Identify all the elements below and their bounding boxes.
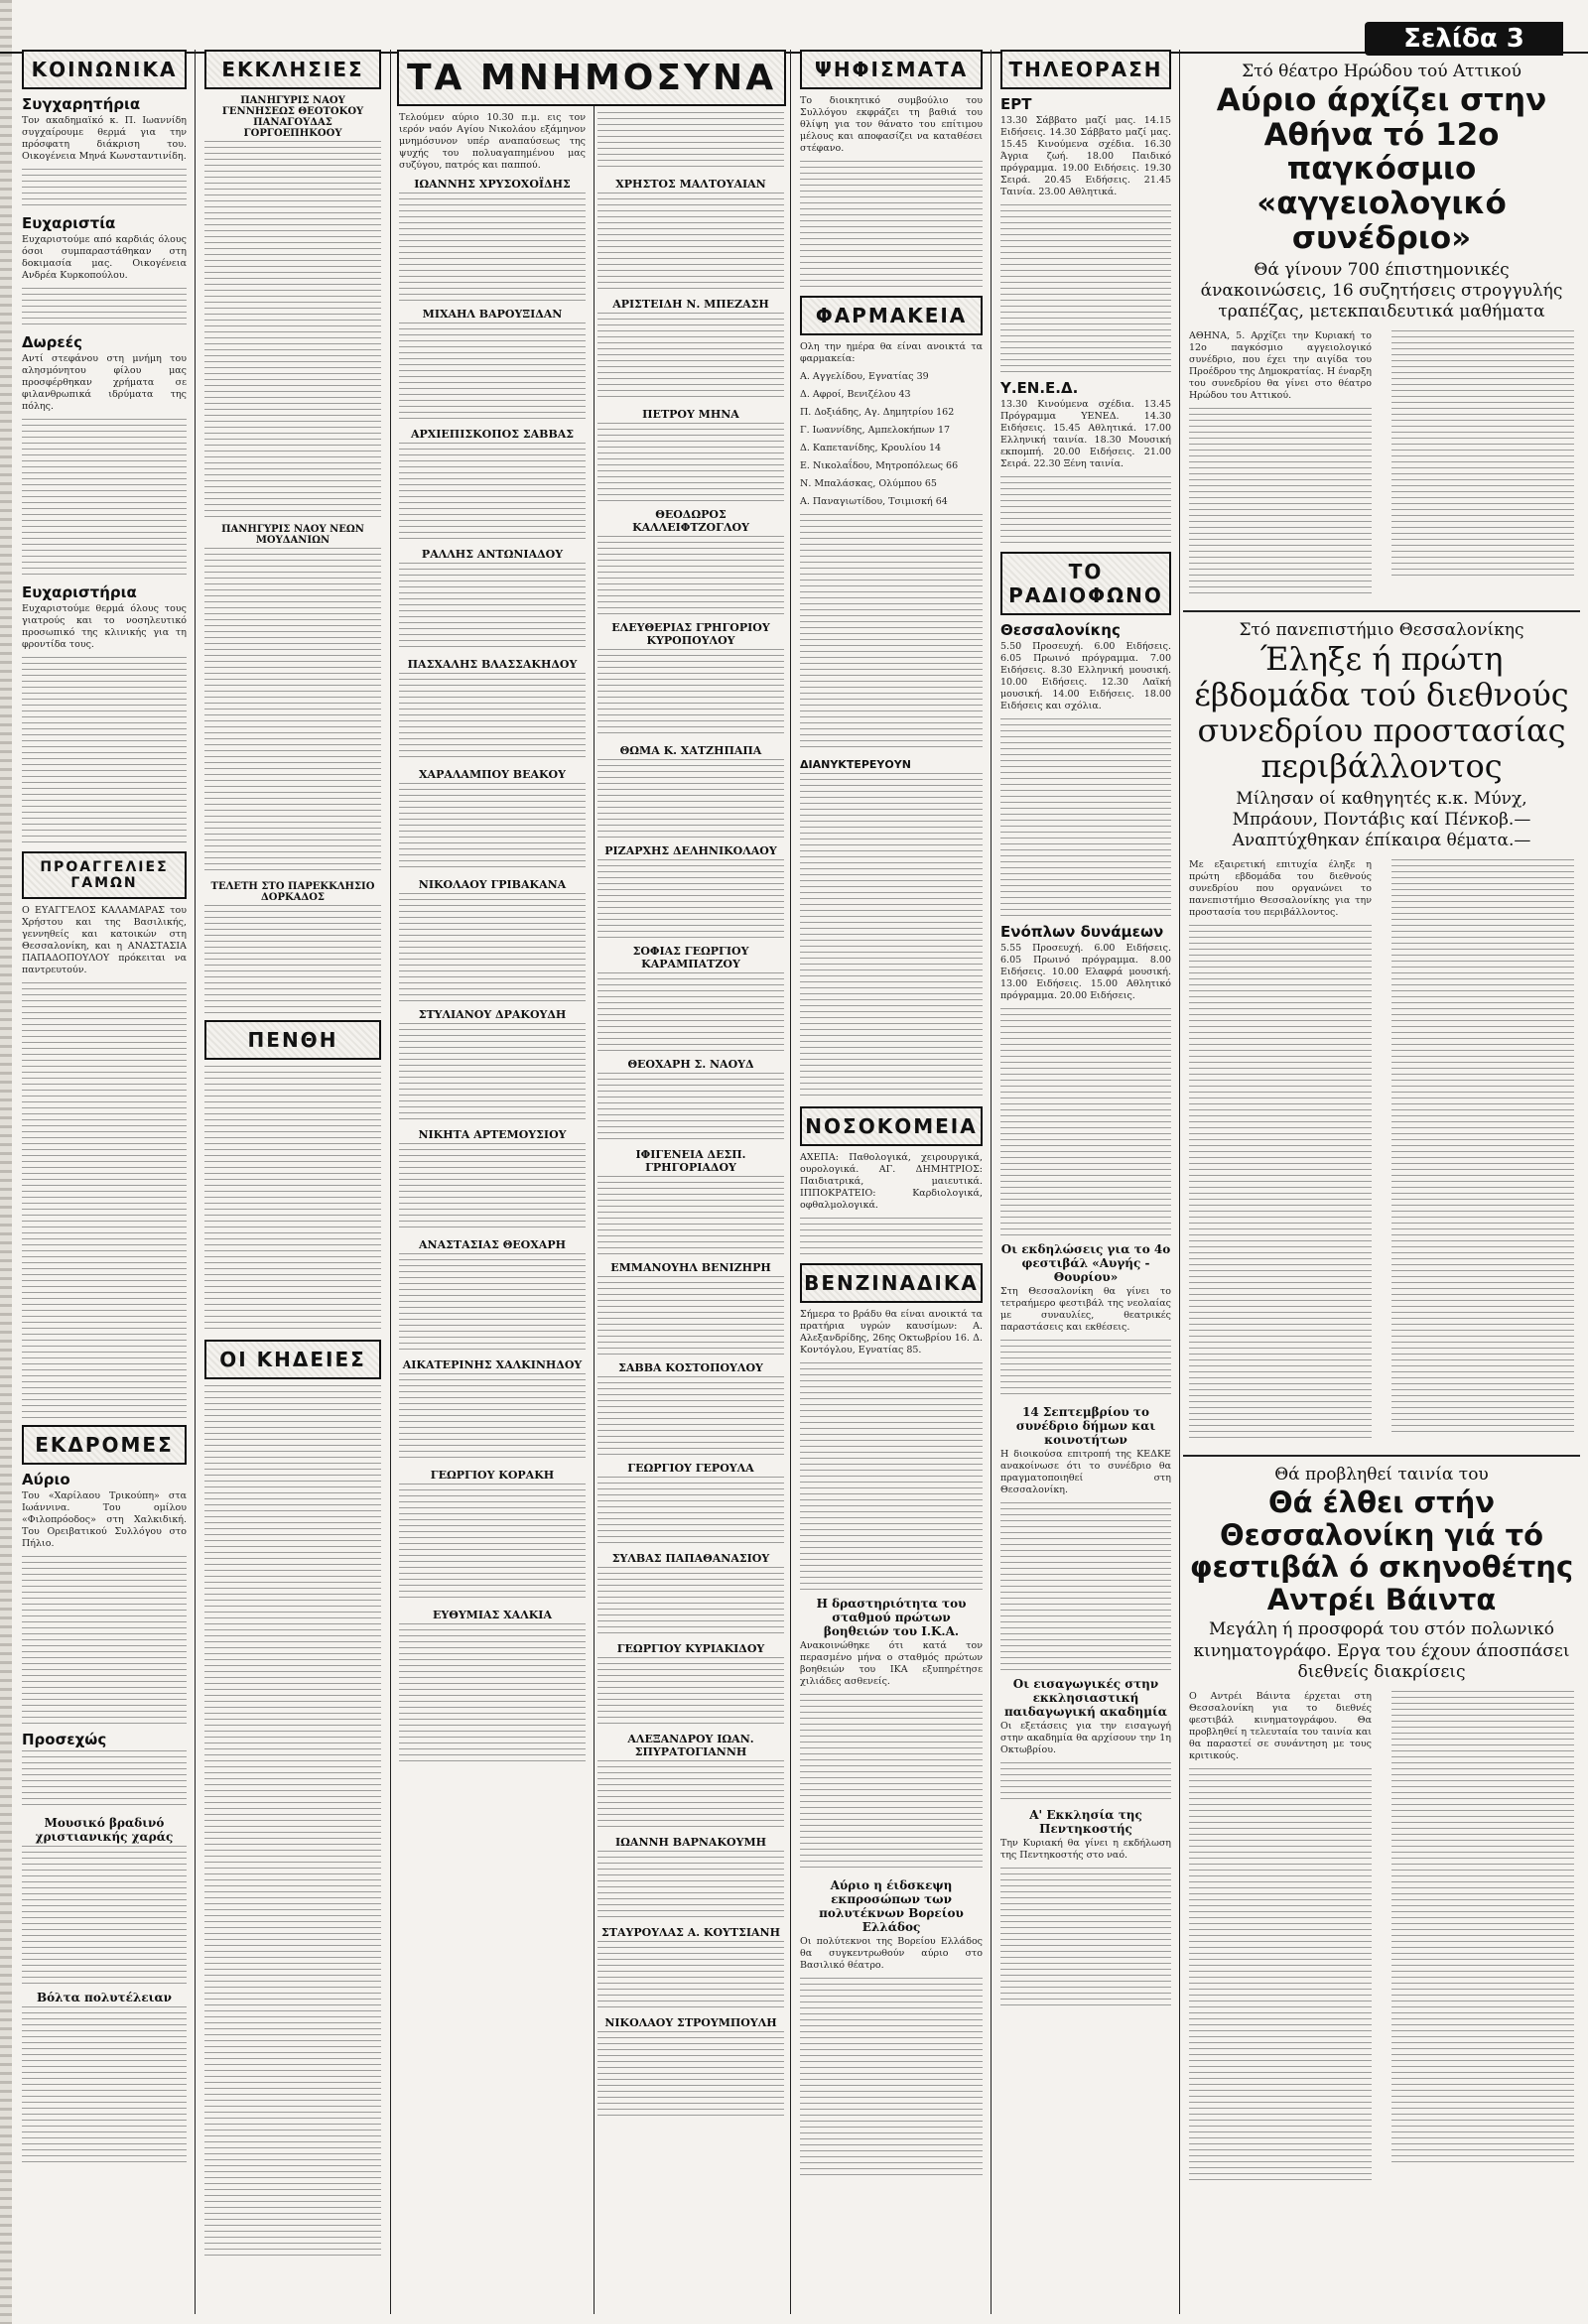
text-lines: [597, 1760, 784, 1830]
article-text: Η διοικούσα επιτροπή της ΚΕΔΚΕ ανακοίνωσε ότι το συνέδριο θα πραγματοποιηθεί στη Θεσσαλονίκη.: [1000, 1449, 1171, 1495]
text-lines: [597, 759, 784, 839]
obituary-name: ΠΕΤΡΟΥ ΜΗΝΑ: [642, 408, 739, 421]
article-text: ΑΧΕΠΑ: Παθολογικά, χειρουργικά, ουρολογικά. ΑΓ. ΔΗΜΗΤΡΙΟΣ: Παιδιατρικά, μαιευτικά. ΙΠΠΟΚΡΑΤΕΙΟ: Καρδιολογικά, οφθαλμολογικά.: [800, 1152, 983, 1211]
text-lines: [1391, 859, 1574, 1435]
text-lines: [204, 548, 381, 875]
text-lines: [22, 1846, 187, 1985]
text-lines: [399, 673, 586, 762]
obituary-name: ΓΕΩΡΓΙΟΥ ΓΕΡΟΥΛΑ: [627, 1462, 754, 1475]
text-lines: [399, 1484, 586, 1603]
obituary-name: ΙΦΙΓΕΝΕΙΑ ΔΕΣΠ. ΓΡΗΓΟΡΙΑΔΟΥ: [635, 1148, 746, 1174]
obituary-name: ΝΙΚΟΛΑΟΥ ΓΡΙΒΑΚΑΝΑ: [418, 878, 567, 891]
obituary-name: ΡΑΛΛΗΣ ΑΝΤΩΝΙΑΔΟΥ: [421, 548, 564, 561]
headline: Α' Εκκλησία της Πεντηκοστής: [1029, 1808, 1142, 1836]
article-text: Την Κυριακή θα γίνει η εκδήλωση της Πεντηκοστής στο ναό.: [1000, 1838, 1171, 1861]
text-lines: [800, 514, 983, 752]
story-deck: Θά γίνουν 700 έπιστημονικές άνακοινώσεις, 16 συζητήσεις στρογγυλής τραπέζας, μετεκπαιδευτικά μαθήματα: [1200, 259, 1563, 323]
article-text: ΑΘΗΝΑ, 5. Αρχίζει την Κυριακή το 12ο παγκόσμιο αγγειολογικό συνέδριο, που έχει την αιγίδα του Προέδρου της Δημοκρατίας. Η έναρξη του συνεδρίου θα γίνει στο θέατρο Ηρώδου του Αττικού.: [1189, 330, 1372, 402]
text-lines: [800, 1978, 983, 2176]
pharmacy-item: Α. Παναγιωτίδου, Τσιμισκή 64: [800, 496, 948, 507]
article-text: Τελούμεν αύριο 10.30 π.μ. εις τον ιερόν ναόν Αγίου Νικολάου εξάμηνον μνημόσυνον υπέρ αναπαύσεως της ψυχής του πολυαγαπημένου μας συζύγου, πατρός και παππού.: [399, 112, 586, 171]
obituary-name: ΑΡΧΙΕΠΙΣΚΟΠΟΣ ΣΑΒΒΑΣ: [410, 428, 575, 441]
text-lines: [597, 972, 784, 1052]
column-ekklisies: [198, 50, 387, 2314]
text-lines: [22, 982, 187, 1419]
text-lines: [204, 1385, 381, 2259]
column-tileorasi: [994, 50, 1177, 2314]
text-lines: [22, 1556, 187, 1725]
obituary-name: ΝΙΚΗΤΑ ΑΡΤΕΜΟΥΣΙΟΥ: [418, 1128, 567, 1141]
headline: Μουσικό βραδινό χριστιανικής χαράς: [35, 1816, 174, 1844]
obituary-name: ΑΙΚΑΤΕΡΙΝΗΣ ΧΑΛΚΙΝΗΔΟΥ: [402, 1358, 583, 1371]
story-kicker: Στό θέατρο Ηρώδου τού Αττικού: [1242, 62, 1522, 81]
text-lines: [597, 112, 784, 172]
section-header-excursions: ΕΚΔΡΟΜΕΣ: [22, 1425, 187, 1465]
text-lines: [597, 423, 784, 502]
text-lines: [22, 2006, 187, 2165]
text-lines: [399, 1373, 586, 1463]
obituary-name: ΣΥΛΒΑΣ ΠΑΠΑΘΑΝΑΣΙΟΥ: [611, 1552, 770, 1565]
text-lines: [399, 893, 586, 1002]
text-lines: [399, 1023, 586, 1122]
story-deck: Μίλησαν οί καθηγητές κ.κ. Μύνχ, Μπράουν, Ποντάβις καί Πένκοβ.— Αναπτύχθηκαν έπίκαιρα θέματα.—: [1232, 788, 1531, 851]
article-text: Του «Χαρίλαου Τρικούπη» στα Ιωάννινα. Του ομίλου «Φιλοπρόοδος» στη Χαλκιδική. Του Ορειβατικού Συλλόγου στο Πήλιο.: [22, 1490, 187, 1549]
text-lines: [1000, 718, 1171, 917]
headline: ΤΕΛΕΤΗ ΣΤΟ ΠΑΡΕΚΚΛΗΣΙΟ ΔΟΡΚΑΔΟΣ: [210, 881, 375, 903]
text-lines: [399, 1253, 586, 1353]
subhead: Δωρεές: [22, 333, 82, 351]
text-lines: [1000, 204, 1171, 373]
text-lines: [399, 443, 586, 542]
column-psifismata: [794, 50, 989, 2314]
article-text: Ανακοινώθηκε ότι κατά τον περασμένο μήνα ο σταθμός πρώτων βοηθειών του ΙΚΑ εξυπηρέτησε χιλιάδες ασθενείς.: [800, 1640, 983, 1687]
article-text: Οι εξετάσεις για την εισαγωγή στην ακαδημία θα αρχίσουν την 1η Οκτωβρίου.: [1000, 1721, 1171, 1755]
subhead: Ενόπλων δυνάμεων: [1000, 923, 1164, 941]
subhead: Ευχαριστία: [22, 214, 116, 232]
headline: 14 Σεπτεμβρίου το συνέδριο δήμων και κοινοτήτων: [1015, 1405, 1156, 1447]
article-text: Αντί στεφάνου στη μνήμη του αλησμόνητου φίλου μας προσφέρθηκαν χρήματα σε φιλανθρωπικά ιδρύματα της πόλης.: [22, 353, 187, 412]
subhead: Αύριο: [22, 1471, 70, 1488]
story-headline: Θά έλθει στήν Θεσσαλονίκη γιά τό φεστιβάλ ό σκηνοθέτης Αντρέι Βάιντα: [1189, 1485, 1574, 1616]
text-lines: [399, 1143, 586, 1232]
obituary-name: ΣΟΦΙΑΣ ΓΕΩΡΓΙΟΥ ΚΑΡΑΜΠΑΤΖΟΥ: [632, 945, 749, 970]
article-text: Ο ΕΥΑΓΓΕΛΟΣ ΚΑΛΑΜΑΡΑΣ του Χρήστου και της Βασιλικής, γεννηθείς και κατοικών στη Θεσσαλονίκη, και η ΑΝΑΣΤΑΣΙΑ ΠΑΠΑΔΟΠΟΥΛΟΥ πρόκειται να παντρευτούν.: [22, 905, 187, 975]
headline: Οι εκδηλώσεις για το 4ο φεστιβάλ «Αυγής - Θουρίου»: [1000, 1242, 1171, 1284]
story-headline: Αύριο άρχίζει στην Αθήνα τό 12ο παγκόσμιο «αγγειολογικό συνέδριο»: [1216, 82, 1547, 256]
text-lines: [800, 1362, 983, 1591]
headline: Βόλτα πολυτέλειαν: [36, 1991, 173, 2004]
section-header-koinonika: ΚΟΙΝΩΝΙΚΑ: [22, 50, 187, 89]
text-lines: [597, 1851, 784, 1920]
article-text: Ευχαριστούμε από καρδιάς όλους όσοι συμπαραστάθηκαν στη δοκιμασία μας. Οικογένεια Ανδρέα Κυρκοπούλου.: [22, 234, 187, 281]
pharmacy-item: Δ. Καπετανίδης, Κρουλίου 14: [800, 443, 942, 453]
article-text: Σήμερα το βράδυ θα είναι ανοικτά τα πρατήρια υγρών καυσίμων: Α. Αλεξανδρίδης, 26ης Οκτωβρίου 16. Δ. Κοντόγλου, Εγνατίας 85.: [800, 1309, 983, 1356]
pharmacy-item: Δ. Αφροί, Βενιζέλου 43: [800, 389, 911, 400]
text-lines: [22, 657, 187, 845]
text-lines: [22, 288, 187, 327]
text-lines: [800, 773, 983, 1100]
obituary-name: ΠΑΣΧΑΛΗΣ ΒΛΑΣΣΑΚΗΔΟΥ: [407, 658, 578, 671]
column-rule: [1179, 50, 1180, 2314]
text-lines: [399, 563, 586, 652]
obituary-name: ΘΕΟΔΩΡΟΣ ΚΑΛΛΕΙΦΤΖΟΓΛΟΥ: [632, 508, 749, 534]
story-col: [1183, 859, 1378, 1447]
text-lines: [1000, 1008, 1171, 1236]
text-lines: [22, 1750, 187, 1810]
text-lines: [597, 536, 784, 615]
obituary-name: ΓΕΩΡΓΙΟΥ ΚΥΡΙΑΚΙΔΟΥ: [616, 1642, 765, 1655]
column-news: [1183, 58, 1580, 2314]
text-lines: [597, 859, 784, 939]
article-text: Στη Θεσσαλονίκη θα γίνει το τετραήμερο φεστιβάλ της νεολαίας με συναυλίες, θεατρικές παραστάσεις και εκθέσεις.: [1000, 1286, 1171, 1333]
obituary-name: ΕΛΕΥΘΕΡΙΑΣ ΓΡΗΓΟΡΙΟΥ ΚΥΡΟΠΟΥΛΟΥ: [611, 621, 770, 647]
obituary-name: ΕΥΘΥΜΙΑΣ ΧΑΛΚΙΑ: [433, 1609, 552, 1621]
story-col: [1183, 1691, 1378, 2191]
section-header-ekklisies: ΕΚΚΛΗΣΙΕΣ: [204, 50, 381, 89]
text-lines: [597, 313, 784, 402]
obituary-name: ΧΡΗΣΤΟΣ ΜΑΛΤΟΥΑΙΑΝ: [615, 178, 766, 191]
story-body: [1183, 859, 1580, 1447]
pharmacy-item: Ε. Νικολαΐδου, Μητροπόλεως 66: [800, 460, 959, 471]
column-rule: [991, 50, 992, 2314]
section-header-psifismata: ΨΗΦΙΣΜΑΤΑ: [800, 50, 983, 89]
subhead: ΔΙΑΝΥΚΤΕΡΕΥΟΥΝ: [800, 758, 911, 771]
section-header-marriages: ΠΡΟΑΓΓΕΛΙΕΣ ΓΑΜΩΝ: [22, 851, 187, 899]
text-lines: [597, 193, 784, 292]
story-kicker: Στό πανεπιστήμιο Θεσσαλονίκης: [1239, 620, 1524, 641]
text-lines: [22, 419, 187, 578]
radio-schedule: 5.50 Προσευχή. 6.00 Ειδήσεις. 6.05 Πρωινό πρόγραμμα. 7.00 Ειδήσεις. 8.30 Ελληνική μουσική. 10.00 Ειδήσεις. 12.30 Λαϊκή μουσική. 14.00 Ειδήσεις. 18.00 Ειδήσεις και σχόλια.: [1000, 641, 1171, 711]
section-header-pharmakeia: ΦΑΡΜΑΚΕΙΑ: [800, 296, 983, 335]
text-lines: [800, 1218, 983, 1257]
obituary-name: ΑΝΑΣΤΑΣΙΑΣ ΘΕΟΧΑΡΗ: [419, 1238, 566, 1251]
text-lines: [597, 1376, 784, 1456]
mnimosyna-col-right: [592, 112, 790, 2127]
text-lines: [1189, 925, 1372, 1441]
obituary-name: ΓΕΩΡΓΙΟΥ ΚΟΡΑΚΗ: [430, 1469, 555, 1482]
text-lines: [597, 1176, 784, 1255]
story-col: [1386, 859, 1580, 1447]
obituary-name: ΝΙΚΟΛΑΟΥ ΣΤΡΟΥΜΠΟΥΛΗ: [604, 2016, 777, 2029]
article-text: Ο Αντρέι Βάιντα έρχεται στη Θεσσαλονίκη για το διεθνές φεστιβάλ κινηματογράφου. Θα προβληθεί η τελευταία του ταινία και θα παραστεί σε συνάντηση με τους κριτικούς.: [1189, 1691, 1372, 1762]
story-col: [1386, 1691, 1580, 2191]
text-lines: [1000, 1868, 1171, 2006]
subhead: Προσεχώς: [22, 1731, 107, 1748]
text-lines: [800, 1694, 983, 1872]
tv-schedule: 13.30 Κινούμενα σχέδια. 13.45 Πρόγραμμα ΥΕΝΕΔ. 14.30 Ειδήσεις. 15.45 Αθλητικά. 17.00 Ελληνική ταινία. 18.30 Μουσική εκπομπή. 20.00 Ειδήσεις. 21.00 Σειρά. 22.30 Ξένη ταινία.: [1000, 399, 1171, 469]
article-text: Οι πολύτεκνοι της Βορείου Ελλάδος θα συγκεντρωθούν αύριο στο Βασιλικό θέατρο.: [800, 1936, 983, 1971]
obituary-name: ΧΑΡΑΛΑΜΠΟΥ ΒΕΑΚΟΥ: [419, 768, 566, 781]
text-lines: [597, 1276, 784, 1356]
obituary-name: ΑΡΙΣΤΕΙΔΗ Ν. ΜΠΕΖΑΣΗ: [612, 298, 769, 311]
text-lines: [204, 141, 381, 518]
text-lines: [1000, 1502, 1171, 1671]
pharmacy-item: Γ. Ιωαννίδης, Αμπελοκήπων 17: [800, 425, 951, 436]
text-lines: [1391, 1691, 1574, 2167]
obituary-name: ΘΕΟΧΑΡΗ Σ. ΝΑΟΥΔ: [627, 1058, 754, 1071]
obituary-name: ΙΩΑΝΝΗΣ ΧΡΥΣΟΧΟΪΔΗΣ: [414, 178, 571, 191]
column-rule: [390, 50, 391, 2314]
story-col: [1386, 330, 1580, 602]
section-header-penthi: ΠΕΝΘΗ: [204, 1020, 381, 1060]
headline: Οι εισαγωγικές στην εκκλησιαστική παιδαγωγική ακαδημία: [1003, 1677, 1168, 1719]
section-header-nosokomeia: ΝΟΣΟΚΟΜΕΙΑ: [800, 1106, 983, 1146]
pharmacy-item: Α. Αγγελίδου, Εγνατίας 39: [800, 371, 929, 382]
headline: ΠΑΝΗΓΥΡΙΣ ΝΑΟΥ ΝΕΩΝ ΜΟΥΔΑΝΙΩΝ: [221, 524, 364, 546]
story-rule: [1183, 1455, 1580, 1457]
text-lines: [597, 649, 784, 738]
section-header-kideies: ΟΙ ΚΗΔΕΙΕΣ: [204, 1340, 381, 1379]
text-lines: [597, 1941, 784, 2010]
text-lines: [800, 161, 983, 290]
story-deck: Μεγάλη ή προσφορά του στόν πολωνικό κινηματογράφο. Εργα του έχουν άποσπάσει διεθνείς διακρίσεις: [1193, 1619, 1570, 1682]
subhead: Ευχαριστήρια: [22, 583, 137, 601]
article-text: Ευχαριστούμε θερμά όλους τους γιατρούς και το νοσηλευτικό προσωπικό της κλινικής για τη φροντίδα τους.: [22, 603, 187, 650]
story-kicker: Θά προβληθεί ταινία του: [1274, 1465, 1489, 1485]
obituary-name: ΡΙΖΑΡΧΗΣ ΔΕΛΗΝΙΚΟΛΑΟΥ: [604, 844, 777, 857]
story-rule: [1183, 610, 1580, 612]
text-lines: [1189, 408, 1372, 596]
column-rule: [790, 50, 791, 2314]
obituary-name: ΣΤΥΛΙΑΝΟΥ ΔΡΑΚΟΥΔΗ: [418, 1008, 567, 1021]
page-edge-scan: [0, 0, 12, 2324]
obituary-name: ΕΜΜΑΝΟΥΗΛ ΒΕΝΙΖΗΡΗ: [610, 1261, 771, 1274]
text-lines: [399, 1623, 586, 1762]
text-lines: [1000, 1340, 1171, 1399]
headline: Αύριο η έιδσκεψη εκπροσώπων των πολυτέκνων Βορείου Ελλάδος: [819, 1878, 964, 1934]
column-mnimosyna: [393, 50, 790, 2314]
text-lines: [1000, 476, 1171, 546]
radio-schedule: 5.55 Προσευχή. 6.00 Ειδήσεις. 6.05 Πρωινό πρόγραμμα. 8.00 Ειδήσεις. 10.00 Ελαφρά μουσική. 13.00 Ειδήσεις. 15.00 Αθλητικό πρόγραμμα. 20.00 Ειδήσεις.: [1000, 943, 1171, 1001]
text-lines: [399, 323, 586, 422]
text-lines: [204, 905, 381, 1014]
subhead: Υ.ΕΝ.Ε.Δ.: [1000, 379, 1079, 397]
article-text: Το διοικητικό συμβούλιο του Συλλόγου εκφράζει τη βαθιά του θλίψη για τον θάνατο του επίτιμου μέλους και αποφασίζει να καταθέσει στέφανο.: [800, 95, 983, 154]
text-lines: [399, 783, 586, 872]
section-header-radio: ΤΟ ΡΑΔΙΟΦΩΝΟ: [1000, 552, 1171, 615]
page-number-label: Σελίδα 3: [1365, 22, 1563, 56]
obituary-name: ΣΤΑΥΡΟΥΛΑΣ Α. ΚΟΥΤΣΙΑΝΗ: [600, 1926, 780, 1939]
headline: Η δραστηριότητα του σταθμού πρώτων βοηθειών του Ι.Κ.Α.: [816, 1597, 967, 1638]
text-lines: [1189, 1768, 1372, 2185]
subhead: Θεσσαλονίκης: [1000, 621, 1121, 639]
obituary-name: ΑΛΕΞΑΝΔΡΟΥ ΙΩΑΝ. ΣΠΥΡΑΤΟΓΙΑΝΝΗ: [627, 1733, 754, 1758]
obituary-name: ΘΩΜΑ Κ. ΧΑΤΖΗΠΑΠΑ: [619, 744, 762, 757]
obituary-name: ΜΙΧΑΗΛ ΒΑΡΟΥΞΙΔΑΝ: [422, 308, 563, 321]
mnimosyna-col-left: [393, 112, 592, 2127]
text-lines: [1391, 330, 1574, 579]
text-lines: [597, 1567, 784, 1636]
text-lines: [399, 193, 586, 302]
text-lines: [597, 1073, 784, 1142]
headline: ΠΑΝΗΓΥΡΙΣ ΝΑΟΥ ΓΕΝΝΗΣΕΩΣ ΘΕΟΤΟΚΟΥ ΠΑΝΑΓΟΥΔΑΣ ΓΟΡΓΟΕΠΗΚΟΟΥ: [221, 95, 364, 139]
text-lines: [1000, 1762, 1171, 1802]
subhead: ΕΡΤ: [1000, 95, 1032, 113]
section-header-tileorasi: ΤΗΛΕΟΡΑΣΗ: [1000, 50, 1171, 89]
text-lines: [204, 1066, 381, 1334]
story-col: [1183, 330, 1378, 602]
pharmacy-item: Π. Δοξιάδης, Αγ. Δημητρίου 162: [800, 407, 955, 418]
text-lines: [597, 2031, 784, 2121]
article-text: Ολη την ημέρα θα είναι ανοικτά τα φαρμακεία:: [800, 341, 983, 364]
section-header-mnimosyna: ΤΑ ΜΝΗΜΟΣΥΝΑ: [397, 50, 786, 106]
text-lines: [597, 1477, 784, 1546]
section-header-benzinadika: ΒΕΝΖΙΝΑΔΙΚΑ: [800, 1263, 983, 1303]
article-text: Τον ακαδημαϊκό κ. Π. Ιωαννίδη συγχαίρουμε θερμά για την πρόσφατη διάκριση του. Οικογένεια Μηνά Κωνσταντινίδη.: [22, 115, 187, 162]
column-rule: [195, 50, 196, 2314]
text-lines: [22, 169, 187, 208]
obituary-name: ΙΩΑΝΝΗ ΒΑΡΝΑΚΟΥΜΗ: [614, 1836, 767, 1849]
column-koinonika: [16, 50, 193, 2314]
story-body: [1183, 1691, 1580, 2191]
mnimosyna-columns: [393, 112, 790, 2127]
article-text: Με εξαιρετική επιτυχία έληξε η πρώτη εβδομάδα του διεθνούς συνεδρίου που οργανώνει το πανεπιστήμιο Θεσσαλονίκης για την προστασία του περιβάλλοντος.: [1189, 859, 1372, 919]
pharmacy-item: Ν. Μπαλάσκας, Ολύμπου 65: [800, 478, 937, 489]
story-body: [1183, 330, 1580, 602]
subhead: Συγχαρητήρια: [22, 95, 141, 113]
obituary-name: ΣΑΒΒΑ ΚΟΣΤΟΠΟΥΛΟΥ: [618, 1361, 763, 1374]
text-lines: [597, 1657, 784, 1727]
tv-schedule: 13.30 Σάββατο μαζί μας. 14.15 Ειδήσεις. 14.30 Σάββατο μαζί μας. 15.45 Κινούμενα σχέδια. 16.30 Άγρια ζωή. 18.00 Παιδικό πρόγραμμα. 19.00 Ειδήσεις. 19.30 Σειρά. 20.45 Ειδήσεις. 21.45 Ταινία. 23.00 Αθλητικά.: [1000, 115, 1171, 197]
story-headline: Έληξε ή πρώτη έβδομάδα τού διεθνούς συνεδρίου προστασίας περιβάλλοντος: [1194, 640, 1569, 785]
